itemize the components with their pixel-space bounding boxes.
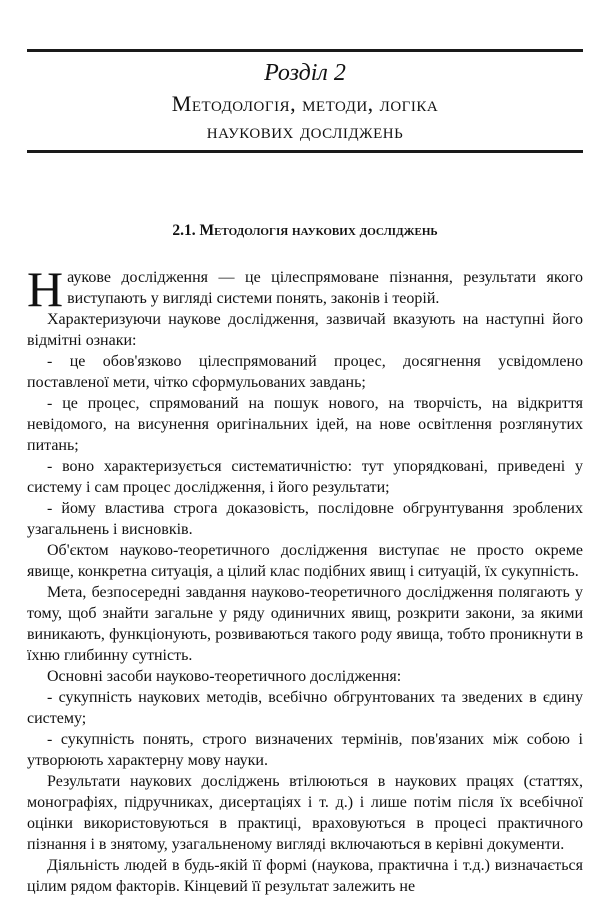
paragraph: Наукове дослідження — це цілеспрямоване пізнання, результати якого виступають у вигляді системи понять, законів і теорій. xyxy=(27,261,583,317)
paragraph: Результати наукових досліджень втілюються в наукових працях (статтях, монографіях, підручниках, дисертаціях і т. д.) і лише потім після їх всебічної оцінки використовуються в практиці, враховуються в процесі практичного пізнання і в знятому, узагальненому вигляді включаються в керівні документи. xyxy=(27,773,583,853)
paragraph: Мета, безпосередні завдання науково-теоретичного дослідження полягають у тому, щоб знайти загальне у ряду одиничних явищ, розкрити закони, за якими виникають, функціонують, розвиваються такого роду явища, тобто проникнути в їхню глибинну сутність. xyxy=(27,584,583,664)
list-item: - йому властива строга доказовість, послідовне обгрунтування зроблених узагальнень і висновків. xyxy=(27,500,583,538)
paragraph: Характеризуючи наукове дослідження, зазвичай вказують на наступні його відмітні ознаки: xyxy=(27,311,583,349)
bottom-rule xyxy=(27,150,583,153)
section-heading: 2.1. Методологія наукових досліджень xyxy=(172,222,438,239)
paragraph: Основні засоби науково-теоретичного дослідження: xyxy=(47,668,402,685)
paragraph: Об'єктом науково-теоретичного дослідження виступає не просто окреме явище, конкретна ситуація, а цілий клас подібних явищ і ситуацій, їх сукупність. xyxy=(27,542,583,580)
drop-cap: Н xyxy=(27,261,64,317)
list-item: - сукупність наукових методів, всебічно обгрунтованих та зведених в єдину систему; xyxy=(27,689,583,727)
list-item: - це процес, спрямований на пошук нового, на творчість, на відкриття невідомого, на висунення оригінальних ідей, на нове освітлення розглянутих питань; xyxy=(27,395,583,454)
chapter-title-line1: Методологія, методи, логіка xyxy=(171,91,439,116)
section-body xyxy=(27,261,583,897)
chapter-label: Розділ 2 xyxy=(264,60,346,86)
chapter-title-line2: наукових досліджень xyxy=(206,118,404,143)
list-item: - сукупність понять, строго визначених термінів, пов'язаних між собою і утворюють характерну мову науки. xyxy=(27,731,583,769)
top-rule xyxy=(27,49,583,52)
paragraph: Діяльність людей в будь-якій її формі (наукова, практична і т.д.) визначається цілим рядом факторів. Кінцевий її результат залежить не xyxy=(27,857,583,895)
list-item: - це обов'язково цілеспрямований процес, досягнення усвідомлено поставленої мети, чітко сформульованих завдань; xyxy=(27,353,583,391)
list-item: - воно характеризується систематичністю: тут упорядковані, приведені у систему і сам процес дослідження, і його результати; xyxy=(27,458,583,496)
